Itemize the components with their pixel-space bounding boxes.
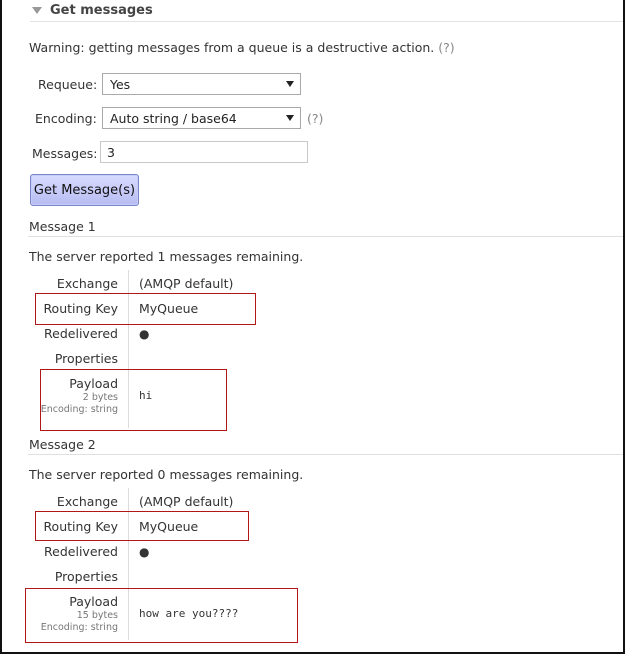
payload-value: hi (139, 389, 153, 402)
properties-label: Properties (54, 351, 118, 366)
encoding-help-link[interactable]: (?) (307, 111, 324, 126)
messages-count-label: Messages: (32, 146, 98, 161)
routing-key-label: Routing Key (43, 301, 118, 316)
routing-key-label: Routing Key (43, 519, 118, 534)
get-messages-button[interactable]: Get Message(s) (30, 174, 139, 206)
routing-key-highlight (35, 293, 256, 325)
encoding-label: Encoding: (35, 111, 97, 126)
payload-encoding: Encoding: string (40, 404, 118, 415)
redelivered-label: Redelivered (44, 544, 118, 559)
payload-highlight (25, 588, 298, 643)
encoding-selected-value: Auto string / base64 (110, 110, 237, 126)
routing-key-value: MyQueue (139, 301, 199, 316)
routing-key-highlight (35, 511, 249, 541)
section-divider (30, 21, 623, 22)
remaining-prefix: The server reported (29, 467, 158, 482)
warning-text: Warning: getting messages from a queue is a destructive action. (29, 40, 435, 55)
remaining-suffix: messages remaining. (165, 249, 304, 264)
exchange-value: (AMQP default) (139, 494, 234, 509)
warning-line (29, 40, 455, 55)
remaining-count: 1 (157, 249, 166, 264)
message-2-divider (28, 454, 623, 455)
exchange-value: (AMQP default) (139, 276, 234, 291)
collapse-triangle-icon[interactable] (32, 7, 42, 14)
payload-encoding: Encoding: string (40, 622, 118, 633)
redelivered-indicator: ● (139, 545, 150, 559)
properties-label: Properties (54, 569, 118, 584)
message-1-title: Message 1 (29, 219, 96, 234)
payload-label: Payload (69, 376, 118, 391)
payload-value: how are you???? (139, 607, 239, 620)
message-1-remaining (29, 249, 303, 264)
exchange-label: Exchange (56, 276, 118, 291)
payload-highlight (40, 369, 227, 431)
payload-bytes: 2 bytes (82, 392, 118, 403)
remaining-count: 0 (157, 467, 166, 482)
dropdown-arrow-icon (286, 115, 294, 121)
warning-help-link[interactable]: (?) (438, 40, 455, 55)
requeue-selected-value: Yes (110, 76, 131, 92)
message-2-remaining (29, 467, 303, 482)
remaining-prefix: The server reported (29, 249, 158, 264)
section-header[interactable] (32, 0, 153, 20)
remaining-suffix: messages remaining. (165, 467, 304, 482)
messages-count-value: 3 (107, 144, 115, 160)
messages-count-input[interactable] (100, 141, 308, 163)
payload-bytes: 15 bytes (76, 610, 118, 621)
routing-key-value: MyQueue (139, 519, 199, 534)
requeue-select[interactable] (102, 73, 301, 95)
redelivered-indicator: ● (139, 327, 150, 341)
encoding-select[interactable] (102, 107, 301, 129)
requeue-label: Requeue: (38, 77, 98, 92)
dropdown-arrow-icon (286, 81, 294, 87)
exchange-label: Exchange (56, 494, 118, 509)
message-1-divider (28, 236, 623, 237)
section-title: Get messages (50, 2, 153, 18)
payload-label: Payload (69, 594, 118, 609)
redelivered-label: Redelivered (44, 326, 118, 341)
message-2-title: Message 2 (29, 437, 96, 452)
